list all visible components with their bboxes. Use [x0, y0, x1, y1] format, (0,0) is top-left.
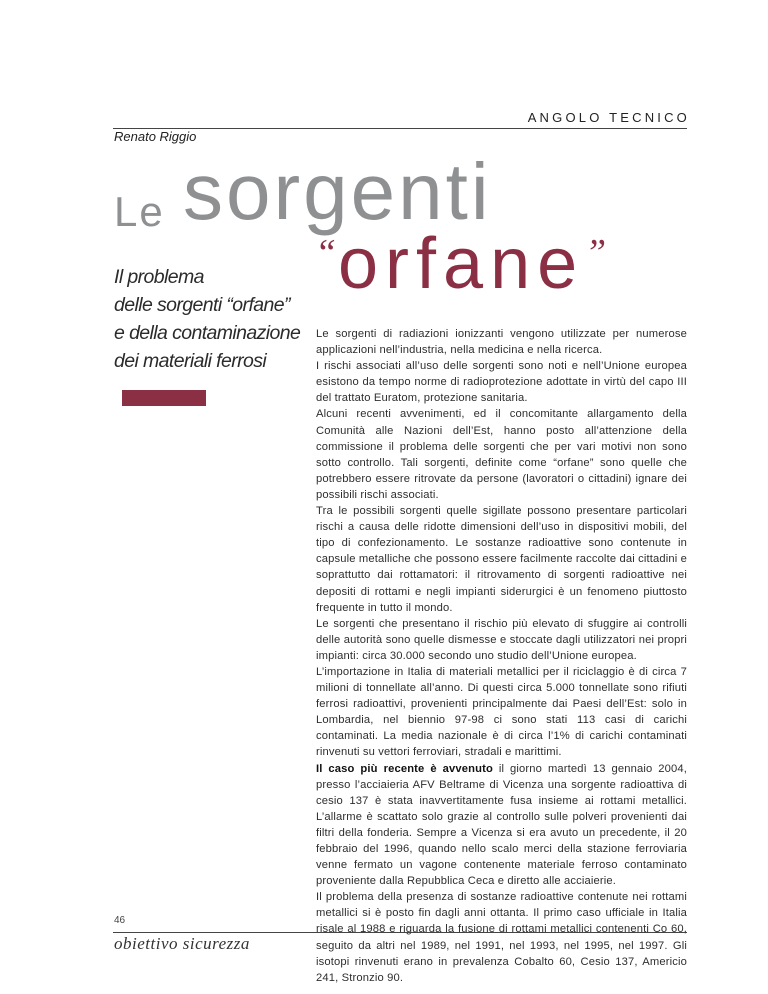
body-paragraph-highlight [316, 761, 687, 890]
accent-bar [122, 390, 206, 406]
title-sorgenti: sorgenti [183, 147, 492, 236]
title-quote-close: ” [585, 232, 607, 274]
title-orfane: orfane [338, 224, 585, 304]
article-body [316, 326, 687, 986]
highlight-rest: il giorno martedì 13 gennaio 2004, presso l’acciaieria AFV Beltrame di Vicenza una sorgente radioattiva di cesio 137 è stata inavvertitamente fusa insieme ai rottami metallici. L’allarme è scattato solo grazie al controllo sulle polveri provenienti dai filtri della fonderia. Sempre a Vicenza si era avuto un precedente, il 20 febbraio del 1996, quando nello scalo merci della stazione ferroviaria venne fermato un vagone contenente materiale ferroso contaminato proveniente dalla Repubblica Ceca e diretto alle acciaierie. [316, 762, 688, 888]
body-paragraph: Le sorgenti che presentano il rischio più elevato di sfuggire ai controlli delle autorità sono quelle dismesse e stoccate dagli utilizzatori nei propri impianti: circa 30.000 secondo uno studio dell’Unione europea. [316, 617, 687, 662]
top-rule [113, 128, 687, 129]
subtitle-line: delle sorgenti “orfane” [114, 294, 290, 316]
body-paragraph: Tra le possibili sorgenti quelle sigillate possono presentare particolari rischi a causa delle ridotte dimensioni dell’uso in dispositivi mobili, del tipo di confezionamento. Le sostanze radioattive sono contenute in capsule metalliche che possono essere facilmente raccolte dai cittadini e soprattutto dai rottamatori: il ritrovamento di sorgenti radioattive nei depositi di rottami e negli impianti siderurgici è un fenomeno piuttosto frequente in tutto il mondo. [316, 505, 688, 614]
body-paragraph: Le sorgenti di radiazioni ionizzanti vengono utilizzate per numerose applicazioni nell’industria, nella medicina e nella ricerca. [316, 328, 687, 357]
section-label: ANGOLO TECNICO [527, 110, 690, 125]
body-paragraph: I rischi associati all’uso delle sorgenti sono noti e nell’Unione europea esistono da tempo norme di radioprotezione adottate in virtù del capo III del trattato Euratom, protezione sanitaria. [316, 360, 687, 405]
subtitle-line: dei materiali ferrosi [114, 350, 267, 372]
body-paragraph: Il problema della presenza di sostanze radioattive contenute nei rottami metallici si è posto fin dagli anni ottanta. Il primo caso ufficiale in Italia risale al 1988 e riguarda la fusione di rottami metallici contenenti Co 60, seguito da altri nel 1989, nel 1991, nel 1993, nel 1995, nel 1997. Gli isotopi rinvenuti erano in prevalenza Cobalto 60, Cesio 137, Americio 241, Stronzio 90. [316, 891, 687, 984]
subtitle [114, 263, 314, 375]
title-quote-open: “ [315, 232, 337, 274]
subtitle-line: e della contaminazione [114, 322, 301, 344]
author-name: Renato Riggio [114, 129, 197, 144]
body-paragraph: Alcuni recenti avvenimenti, ed il concomitante allargamento della Comunità alle Nazioni dell’Est, hanno posto all’attenzione della commissione il problema delle sorgenti che per vari motivi non sono sotto controllo. Tali sorgenti, definite come “orfane” sono quelle che potrebbero essere ritrovate da persone (lavoratori o cittadini) ignare dei possibili rischi associati. [316, 408, 687, 501]
bottom-rule [113, 932, 687, 933]
page-number: 46 [114, 915, 126, 926]
body-paragraph: L’importazione in Italia di materiali metallici per il riciclaggio è di circa 7 milioni di tonnellate all’anno. Di questi circa 5.000 tonnellate sono rifiuti ferrosi radioattivi, provenienti principalmente dai Paesi dell’Est: solo in Lombardia, nel biennio 97-98 ci sono stati 113 casi di carichi contaminati. La media nazionale è di circa l’1% di carichi contaminati rinvenuti su vettori ferroviari, stradali e marittimi. [316, 665, 687, 759]
title-le: Le [114, 188, 165, 235]
highlight-lead: Il caso più recente è avvenuto [316, 762, 493, 775]
subtitle-line: Il problema [114, 266, 204, 288]
magazine-name: obiettivo sicurezza [114, 934, 250, 953]
